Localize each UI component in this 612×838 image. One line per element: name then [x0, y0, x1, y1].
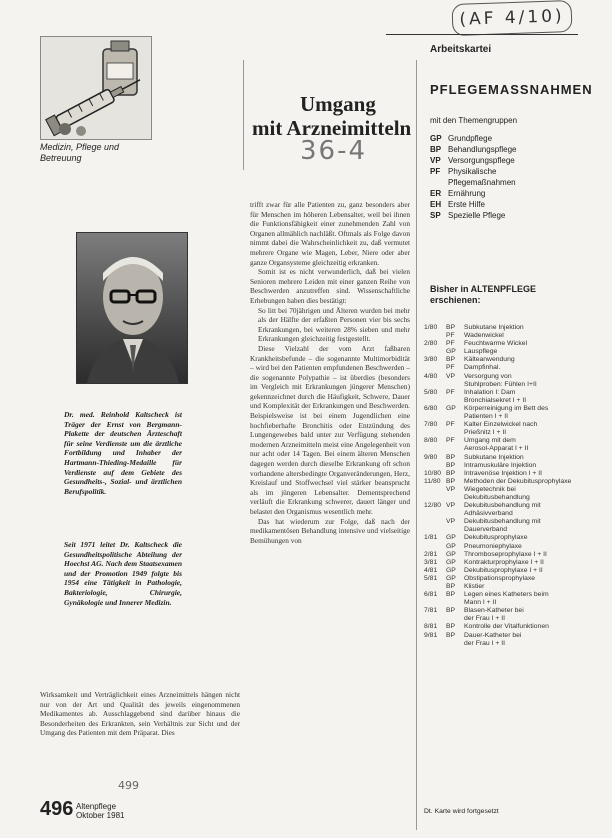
list-code: BP [446, 477, 456, 485]
list-title: Inhalation I: Dam [464, 388, 516, 396]
list-code [446, 381, 464, 389]
column-divider [243, 60, 244, 170]
list-code: BP [446, 356, 456, 364]
list-title: Dekubitusbehandlung [464, 493, 530, 501]
list-code: GP [446, 574, 456, 582]
list-code: BP [446, 453, 456, 461]
list-date [424, 526, 446, 534]
list-item [424, 486, 584, 494]
list-code: GP [446, 550, 456, 558]
list-item [424, 429, 584, 437]
list-date: 5/80 [424, 388, 438, 396]
magazine-name: Altenpflege [76, 802, 117, 811]
list-date: 8/81 [424, 623, 438, 631]
list-title: Feuchtwarme Wickel [464, 340, 528, 348]
handwritten-number: 36-4 [300, 136, 368, 166]
list-code: BP [446, 607, 456, 615]
list-date [424, 397, 446, 405]
list-code: PF [446, 364, 455, 372]
list-date [424, 348, 446, 356]
list-code: GP [446, 566, 456, 574]
list-title: Körperreinigung im Bett des [464, 404, 549, 412]
list-date: 7/81 [424, 607, 438, 615]
legend-code: ER [430, 189, 442, 198]
list-item [424, 567, 584, 575]
list-item [424, 364, 584, 372]
legend-label: Pflegemaßnahmen [448, 178, 516, 187]
list-date: 7/80 [424, 421, 438, 429]
body-paragraph: Diese Vielzahl der vom Arzt faßbaren Krankheitsbefunde – die sogenannte Multimorbidität – wird bei den Patienten empfundenen Beschwerden – die sogenannte Polypathie – ist überdies (besonders im Vergleich mit Erkrankungen jüngerer Menschen) gekennzeichnet durch die Häufigkeit, Schwere, Dauer und Komplexität der Erkrankungen und Beschwerden. Beispielsweise ist bei einem Jugendlichen eine hochfieberhafte Bronchitis oder Entzündung des Lungengewebes bald unter zur Verfügung stehenden modernen Arzneimitteln meist eine Angelegenheit von nur acht oder 14 Tagen. Bei einem älteren Menschen dagegen werden durch dieselbe Erkrankung oft schon vorhandene altersbedingte Organveränderungen, Herz, Kreislauf und Stoffwechsel viel stärker beansprucht als im jüngeren Lebensalter. Dementsprechend verläuft die Erkrankung schwerer, dauert länger und belastet den Organismus wesentlich mehr. [250, 343, 410, 516]
list-date: 2/81 [424, 550, 438, 558]
list-title: Intramuskuläre Injektion [464, 461, 537, 469]
list-item [424, 623, 584, 631]
list-code [446, 397, 464, 405]
list-title: Umgang mit dem [464, 437, 516, 445]
legend-item [430, 199, 517, 210]
list-title: Adhäsivverband [464, 510, 513, 518]
list-date: 10/80 [424, 469, 442, 477]
list-title: Kalter Einzelwickel nach [464, 421, 538, 429]
list-date [424, 486, 446, 494]
header-rule [386, 34, 578, 35]
body-paragraph: So litt bei 70jährigen und Älteren wurden bei mehr als der Hälfte der erfaßten Personen vier bis sechs Erkrankungen, bei weiteren 28% sieben und mehr Erkrankungen gleichzeitig festgestellt. [258, 305, 410, 344]
list-code [446, 599, 464, 607]
legend-label: Grundpflege [448, 134, 493, 143]
list-item [424, 559, 584, 567]
list-date: 6/80 [424, 404, 438, 412]
list-item [424, 454, 584, 462]
list-title: Patienten I + II [464, 413, 509, 421]
list-title: Kälteanwendung [464, 356, 515, 364]
list-code: PF [446, 340, 455, 348]
list-item [424, 591, 584, 599]
list-item [424, 445, 584, 453]
legend-code: VP [430, 156, 441, 165]
list-code [446, 526, 464, 534]
list-title: Dampfinhal. [464, 364, 501, 372]
list-item [424, 510, 584, 518]
list-date: 9/80 [424, 453, 438, 461]
list-item [424, 332, 584, 340]
list-date: 12/80 [424, 502, 442, 510]
article-title-line2: mit Arzneimitteln [252, 116, 412, 140]
category-heading: PFLEGEMASSNAHMEN [430, 82, 593, 97]
list-title: Wiegetechnik bei [464, 485, 516, 493]
legend-code: BP [430, 145, 442, 154]
list-date [424, 599, 446, 607]
list-code: GP [446, 404, 456, 412]
list-title: Klistier [464, 583, 485, 590]
list-title: Obstipationsprophylaxe [464, 574, 536, 582]
list-title: Dekubitusbehandlung mit [464, 518, 541, 526]
list-date [424, 445, 446, 453]
list-date [424, 494, 446, 502]
list-code: GP [446, 534, 456, 542]
legend-label: Erste Hilfe [448, 200, 485, 209]
list-code [446, 413, 464, 421]
list-code: GP [446, 542, 456, 550]
list-date [424, 381, 446, 389]
legend-item [430, 155, 517, 166]
sidebar-divider [416, 60, 417, 830]
legend-item [430, 210, 517, 221]
list-title: Dauer-Katheter bei [464, 631, 522, 639]
medicine-illustration [40, 36, 152, 140]
list-date [424, 640, 446, 648]
list-code: BP [446, 591, 456, 599]
list-item [424, 526, 584, 534]
article-title-line1: Umgang [300, 92, 376, 116]
list-date: 8/80 [424, 437, 438, 445]
body-paragraph: Somit ist es nicht verwunderlich, daß bei vielen Senioren mehrere Leiden mit einer ganzen Reihe von Beschwerden anzutreffen sind. Wissenschaftliche Erhebungen haben dies bestätigt: [250, 267, 410, 305]
list-item [424, 478, 584, 486]
list-item [424, 381, 584, 389]
legend-label: Ernährung [448, 189, 486, 198]
list-code: BP [446, 324, 456, 331]
list-item [424, 583, 584, 591]
list-item [424, 551, 584, 559]
list-title: der Frau I + II [464, 639, 505, 647]
list-date [424, 518, 446, 526]
list-date [424, 429, 446, 437]
list-date: 9/81 [424, 631, 438, 639]
list-date: 3/80 [424, 356, 438, 364]
legend-block [430, 116, 517, 221]
list-code: BP [446, 461, 456, 469]
list-footer: Dt. Karte wird fortgesetzt [424, 808, 499, 815]
legend-item [430, 177, 517, 188]
list-item [424, 470, 584, 478]
legend-intro: mit den Themengruppen [430, 116, 518, 125]
legend-label: Spezielle Pflege [448, 211, 506, 220]
list-date: 1/81 [424, 534, 438, 542]
article-body-middle [250, 200, 410, 545]
list-item [424, 324, 584, 332]
list-code: GP [446, 348, 456, 356]
list-item [424, 437, 584, 445]
list-item [424, 421, 584, 429]
list-title: Subkutane Injektion [464, 324, 524, 331]
list-title: Stuhlproben: Fühlen I+II [464, 380, 537, 388]
list-item [424, 599, 584, 607]
list-title: Mann I + II [464, 599, 497, 607]
list-date [424, 583, 446, 591]
handwritten-page-number: 499 [118, 779, 139, 792]
list-item [424, 389, 584, 397]
list-item [424, 502, 584, 510]
legend-code: PF [430, 167, 441, 176]
list-item [424, 632, 584, 640]
legend-label: Versorgungspflege [448, 156, 515, 165]
list-title: Bronchialsekret I + II [464, 396, 527, 404]
list-title: Lauspflege [464, 348, 498, 356]
list-item [424, 518, 584, 526]
list-item [424, 356, 584, 364]
list-item [424, 405, 584, 413]
list-title: Subkutane Injektion [464, 453, 524, 461]
list-item [424, 607, 584, 615]
list-date [424, 543, 446, 551]
legend-code [430, 177, 448, 188]
list-item [424, 615, 584, 623]
list-code: BP [446, 623, 456, 631]
legend-label: Physikalische [448, 167, 497, 176]
list-date: 2/80 [424, 340, 438, 348]
list-code [446, 429, 464, 437]
list-title: Intravenöse Injektion I + II [464, 469, 543, 477]
list-title: Methoden der Dekubitusprophylaxe [464, 477, 572, 485]
list-item [424, 543, 584, 551]
list-date: 1/80 [424, 324, 438, 331]
list-title: Kontrakturprophylaxe I + II [464, 558, 544, 566]
list-title: Kontrolle der Vitalfunktionen [464, 623, 549, 631]
list-date [424, 615, 446, 623]
legend-label: Behandlungspflege [448, 145, 517, 154]
archive-stamp: (AF 4/10) [451, 0, 572, 36]
body-paragraph: trifft zwar für alle Patienten zu, ganz besonders aber für Menschen im höheren Lebensalter, weil bei ihnen die Funktionsfähigkeit einer zunehmenden Zahl von Organen allmählich nachläßt. Oftmals als Folge davon nimmt dabei die Wahrscheinlichkeit zu, daß vermutet mehrere Organe wie Magen, Leber, Niere oder aber ganze Organsysteme gleichzeitig erkranken. [250, 200, 410, 267]
author-bio-2: Seit 1971 leitet Dr. Kaltscheck die Gesundheitspolitische Abteilung der Hoechst AG. Nach dem Staatsexamen und der Promotion 1949 folgte bis 1954 eine Tätigkeit in Pathologie, Bakteriologie, Chirurgie, Gynäkologie und Innerer Medizin. [64, 540, 182, 607]
list-code: GP [446, 558, 456, 566]
list-title: Blasen-Katheter bei [464, 607, 524, 615]
list-title: Pneumoniephylaxe [464, 542, 522, 550]
page-number: 496 [40, 798, 74, 820]
legend-item [430, 133, 517, 144]
author-bio-1: Dr. med. Reinhold Kaltscheck ist Träger der Ernst von Bergmann-Plakette der deutschen Ärzteschaft für seine Verdienste um die ärztliche Fortbildung und Inhaber der Hartmann-Thieding-Medaille für Verdienste auf dem Gebiete des Gesundheits-, Sozial- und ärztlichen Berufspolitik. [64, 410, 182, 496]
list-title: Legen eines Katheters beim [464, 591, 549, 599]
list-title: Wadenwickel [464, 332, 504, 340]
list-title: Dekubitusbehandlung mit [464, 502, 541, 510]
legend-code: GP [430, 134, 442, 143]
article-body-left: Wirksamkeit und Verträglichkeit eines Arzneimittels hängen nicht nur von der Art und Qualität des jeweils eingenommenen Medikamentes ab. Ausschlaggebend sind darüber hinaus die Besonderheiten des Erkrankten, sein Verhältnis zur Sicht und der Umgang des Patienten mit dem Präparat. Dies [40, 690, 240, 738]
list-date: 11/80 [424, 477, 441, 485]
list-title: Aerosol-Apparat I + II [464, 445, 529, 453]
magazine-footer [76, 802, 124, 820]
list-code: VP [446, 485, 456, 493]
legend-item [430, 188, 517, 199]
list-date: 4/81 [424, 566, 438, 574]
list-title: Prießnitz I + II [464, 429, 507, 437]
list-title: Dekubitusprophylaxe I + II [464, 566, 543, 574]
list-code: PF [446, 388, 455, 396]
list-item [424, 373, 584, 381]
published-list [424, 324, 584, 648]
list-code: VP [446, 372, 456, 380]
list-title: Thromboseprophylaxe I + II [464, 550, 547, 558]
magazine-issue: Oktober 1981 [76, 811, 125, 820]
list-code [446, 510, 464, 518]
list-title: Versorgung von [464, 372, 512, 380]
list-item [424, 397, 584, 405]
list-item [424, 534, 584, 542]
list-title: der Frau I + II [464, 615, 505, 623]
list-code: VP [446, 502, 456, 510]
list-code: BP [446, 469, 456, 477]
list-date [424, 332, 446, 340]
list-title: Dauerverband [464, 526, 508, 534]
list-item [424, 413, 584, 421]
list-code: PF [446, 437, 455, 445]
legend-item [430, 166, 517, 177]
list-date [424, 364, 446, 372]
list-item [424, 640, 584, 648]
list-code: PF [446, 421, 455, 429]
list-item [424, 494, 584, 502]
legend-item [430, 144, 517, 155]
list-item [424, 340, 584, 348]
list-date [424, 462, 446, 470]
list-item [424, 462, 584, 470]
syringe-bottle-icon [41, 37, 151, 139]
legend-code: SP [430, 211, 441, 220]
list-code [446, 494, 464, 502]
list-date: 3/81 [424, 558, 438, 566]
list-date: 6/81 [424, 591, 438, 599]
list-item [424, 575, 584, 583]
legend-code: EH [430, 200, 442, 209]
list-code [446, 640, 464, 648]
body-paragraph: Das hat wiederum zur Folge, daß nach der medikamentösen Behandlung intensive und vielseitige Bemühungen von [250, 516, 410, 545]
published-heading: Bisher in ALTENPFLEGE erschienen: [430, 284, 537, 305]
section-label: Medizin, Pflege und Betreuung [40, 142, 120, 163]
series-tag: Arbeitskartei [430, 44, 492, 55]
list-code: BP [446, 631, 456, 639]
list-date [424, 413, 446, 421]
list-date [424, 510, 446, 518]
portrait-photo [77, 233, 187, 383]
list-item [424, 348, 584, 356]
list-date: 4/80 [424, 372, 438, 380]
list-code: PF [446, 332, 455, 340]
author-portrait [76, 232, 188, 384]
list-title: Dekubitusprophylaxe [464, 534, 528, 542]
list-code: BP [446, 583, 456, 590]
list-code: VP [446, 518, 456, 526]
list-code [446, 615, 464, 623]
list-code [446, 445, 464, 453]
list-date: 5/81 [424, 574, 438, 582]
